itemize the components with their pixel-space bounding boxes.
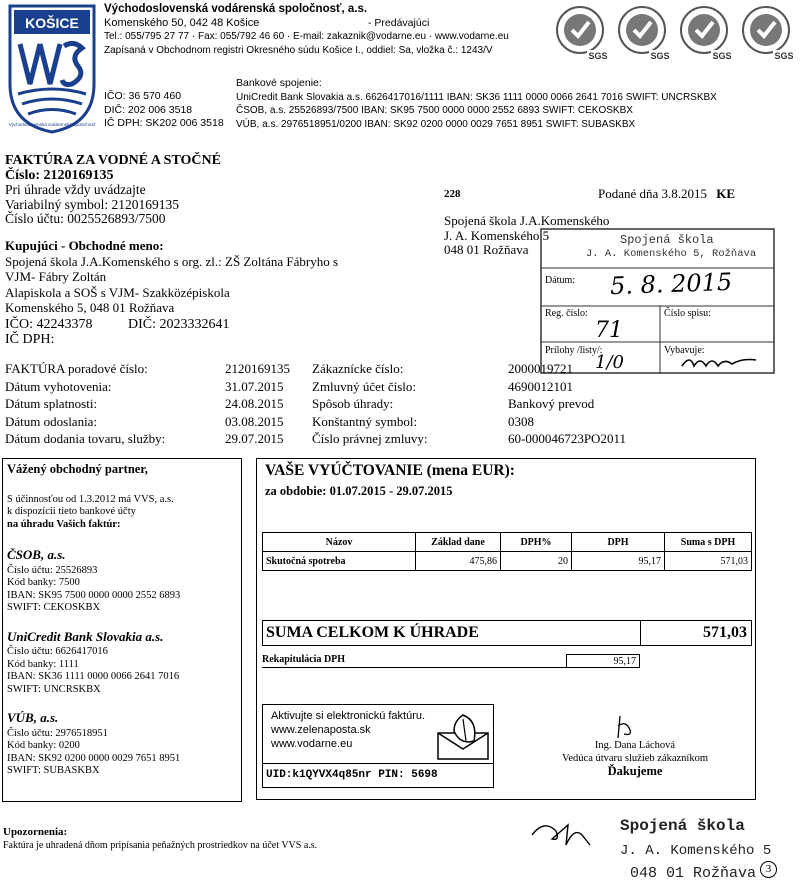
detail-label: Dátum splatnosti:: [5, 396, 98, 412]
billing-table: [262, 532, 752, 571]
vat-recap-label: Rekapitulácia DPH: [262, 654, 346, 665]
bank-account: Číslo účtu: 6626417016: [7, 646, 108, 657]
cert-badge-icon: [681, 7, 733, 61]
cert-label: SGS: [774, 51, 793, 61]
invoice-title: FAKTÚRA ZA VODNÉ A STOČNÉ: [5, 153, 221, 168]
partner-bank-box: [2, 458, 242, 802]
invoice-number: Číslo: 2120169135: [5, 167, 114, 183]
bank-block: [7, 628, 241, 697]
item-vat-pct: 20: [501, 552, 572, 571]
item-total: 571,03: [665, 552, 752, 571]
stamp-reg-label: Reg. číslo:: [545, 308, 588, 319]
detail-value: 2000019721: [508, 361, 573, 376]
column-header: DPH%: [501, 533, 572, 552]
buyer-line: Alapiskola a SOŠ s VJM- Szakközépiskola: [5, 284, 230, 300]
signer-thanks: Ďakujeme: [607, 764, 663, 778]
bank-code: Kód banky: 1111: [7, 658, 79, 670]
ebill-link[interactable]: www.zelenaposta.sk: [271, 724, 371, 736]
signer-block: [540, 740, 730, 778]
certification-badges: [553, 4, 793, 62]
cert-label: SGS: [650, 51, 670, 61]
column-header: Suma s DPH: [665, 533, 752, 552]
stamp-reg-value: 71: [595, 318, 623, 343]
detail-label: Dátum dodania tovaru, služby:: [5, 431, 166, 447]
detail-value: 31.07.2015: [225, 378, 284, 394]
bank-line: ČSOB, a.s. 25526893/7500 IBAN: SK95 7500 0000 0000 2552 6893 SWIFT: CEKOSKBX: [236, 105, 633, 116]
bank-line: UniCredit Bank Slovakia a.s. 6626417016/1111 IBAN: SK36 1111 0000 0066 2641 7016 SWIFT: UNCRSKBX: [236, 91, 717, 103]
bank-title: Bankové spojenie:: [236, 77, 322, 89]
detail-value: Bankový prevod: [508, 396, 595, 412]
detail-label: Zákaznícke číslo:: [312, 361, 404, 376]
buyer-line: VJM- Fábry Zoltán: [5, 269, 107, 284]
cert-label: SGS: [712, 51, 732, 61]
invoice-title-block: [5, 154, 221, 227]
detail-label: FAKTÚRA poradové číslo:: [5, 361, 148, 376]
total-due-label: SUMA CELKOM K ÚHRADE: [263, 621, 641, 645]
invoice-details-right: [312, 360, 626, 448]
stamp-address: J. A. Komenského 5, Rožňava: [586, 248, 757, 260]
logo-ring-text: Východoslovenská vodárenská spoločnosť: [8, 122, 96, 127]
buyer-line: Spojená škola J.A.Komenského s org. zl.: ZŠ Zoltána Fábryho s: [5, 253, 339, 269]
detail-label: Dátum odoslania:: [5, 413, 98, 429]
detail-value: 24.08.2015: [225, 396, 284, 412]
seller-role: - Predávajúci: [368, 17, 430, 29]
stamp-number: 228: [444, 188, 461, 200]
bank-iban: IBAN: SK92 0200 0000 0029 7651 8951: [7, 752, 181, 764]
buyer-line: Komenského 5, 048 01 Rožňava: [5, 300, 175, 315]
detail-label: Dátum vyhotovenia:: [5, 378, 112, 394]
bank-code: Kód banky: 0200: [7, 740, 80, 751]
notice-heading: Upozornenia:: [3, 826, 68, 838]
billing-period: za obdobie: 01.07.2015 - 29.07.2015: [265, 484, 453, 498]
seller-address: Komenského 50, 042 48 Košice: [104, 16, 260, 29]
seller-icdph: IČ DPH: SK202 006 3518: [104, 117, 224, 129]
stamp-att-value: 1/0: [595, 352, 624, 373]
bottom-stamp-line: Spojená škola: [620, 817, 745, 835]
seller-ico: IČO: 36 570 460: [104, 90, 182, 102]
total-due-value: 571,03: [703, 624, 747, 641]
seller-bank: [236, 77, 717, 131]
buyer-ico: IČO: 42243378: [5, 316, 93, 332]
signer-name: Ing. Dana Láchová: [594, 740, 676, 751]
cert-badge-icon: [743, 7, 793, 61]
bank-block: [7, 549, 241, 615]
seller-info: [104, 3, 509, 57]
bottom-stamp-line: 048 01 Rožňava: [630, 865, 757, 882]
addressee-line: J. A. Komenského 5: [444, 227, 550, 243]
notice-block: [3, 826, 317, 852]
uid-pin: UID:k1QYVX4q85nr PIN: 5698: [262, 763, 494, 786]
vat-recap-value: 95,17: [566, 654, 640, 668]
item-name: Skutočná spotreba: [263, 552, 416, 571]
bank-iban: IBAN: SK36 1111 0000 0066 2641 7016: [7, 671, 180, 682]
table-header-row: [263, 533, 752, 552]
detail-label: Konštantný symbol:: [312, 413, 418, 429]
submitted-code: KE: [716, 186, 736, 201]
school-stamp: [530, 815, 800, 890]
ebill-line: Aktivujte si elektronickú faktúru.: [271, 710, 426, 722]
submitted-date: [598, 186, 735, 202]
bank-code: Kód banky: 7500: [7, 577, 80, 588]
partner-greeting: Vážený obchodný partner,: [7, 462, 148, 476]
ebill-link[interactable]: www.vodarne.eu: [271, 738, 353, 750]
notice-text: Faktúra je uhradená dňom pripísania peňažných prostriedkov na účet VVS a.s.: [3, 840, 318, 851]
detail-label: Číslo právnej zmluvy:: [312, 431, 428, 447]
stamp-date-value: 5. 8. 2015: [609, 267, 733, 301]
received-stamp: [540, 228, 775, 374]
item-vat: 95,17: [572, 552, 665, 571]
variable-symbol: Variabilný symbol: 2120169135: [5, 196, 179, 212]
signer-role: Vedúca útvaru služieb zákazníkom: [561, 752, 709, 764]
partner-intro-line: k dispozícii tieto bankové účty: [7, 506, 136, 517]
bank-iban: IBAN: SK95 7500 0000 0000 2552 6893: [7, 589, 181, 601]
cert-label: SGS: [588, 51, 608, 61]
seller-dic: DIČ: 202 006 3518: [104, 103, 193, 116]
table-row: [263, 552, 752, 571]
billing-title: VAŠE VYÚČTOVANIE (mena EUR):: [265, 462, 515, 479]
detail-value: 03.08.2015: [225, 413, 284, 429]
addressee-line: Spojená škola J.A.Komenského: [444, 213, 610, 228]
partner-intro-line: na úhradu Vašich faktúr:: [7, 518, 121, 530]
buyer-block: [5, 238, 338, 348]
detail-value: 2120169135: [225, 361, 290, 376]
detail-value: 4690012101: [508, 378, 573, 394]
submitted-text: Podané dňa 3.8.2015: [598, 186, 708, 201]
signature-icon: [590, 712, 650, 742]
total-due-row: [262, 620, 752, 646]
detail-label: Spôsob úhrady:: [312, 396, 394, 412]
cert-badge-icon: [619, 7, 671, 61]
buyer-icdph: IČ DPH:: [5, 332, 55, 347]
stamp-signature-icon: [530, 815, 610, 855]
envelope-leaf-icon: [436, 711, 490, 761]
account-number: Číslo účtu: 0025526893/7500: [5, 211, 166, 226]
payment-note: Pri úhrade vždy uvádzajte: [5, 182, 146, 197]
detail-value: 60-000046723PO2011: [508, 431, 626, 447]
buyer-dic: DIČ: 2023332641: [128, 316, 230, 332]
buyer-heading: Kupujúci - Obchodné meno:: [5, 238, 164, 253]
stamp-number-badge: 3: [760, 861, 777, 878]
seller-name: Východoslovenská vodárenská spoločnosť, a.s.: [104, 3, 368, 15]
stamp-date-label: Dátum:: [545, 275, 575, 286]
bank-swift: SWIFT: CEKOSKBX: [7, 602, 101, 613]
bank-block: [7, 712, 241, 778]
invoice-details-left: [5, 360, 290, 448]
stamp-handler-label: Vybavuje:: [664, 345, 705, 356]
bottom-stamp-line: J. A. Komenského 5: [620, 843, 772, 859]
addressee-line: 048 01 Rožňava: [444, 242, 529, 257]
seller-ids: [104, 90, 224, 131]
bank-line: VÚB, a.s. 2976518951/0200 IBAN: SK92 0200 0000 0029 7651 8951 SWIFT: SUBASKBX: [236, 118, 636, 130]
seller-contact: Tel.: 055/795 27 77 · Fax: 055/792 46 60 · E-mail: zakaznik@vodarne.eu · www.vodarne.eu: [104, 31, 509, 42]
detail-label: Zmluvný účet číslo:: [312, 378, 416, 394]
bank-account: Číslo účtu: 2976518951: [7, 727, 108, 739]
bank-name: ČSOB, a.s.: [7, 547, 66, 562]
logo-city-text: KOŠICE: [25, 15, 79, 31]
handler-signature-icon: [680, 352, 760, 372]
bank-swift: SWIFT: UNCRSKBX: [7, 683, 101, 695]
seller-registry: Zapísaná v Obchodnom registri Okresného súdu Košice I., oddiel: Sa, vložka č.: 1243/V: [104, 44, 493, 56]
column-header: DPH: [572, 533, 665, 552]
bank-swift: SWIFT: SUBASKBX: [7, 765, 100, 776]
bank-name: VÚB, a.s.: [7, 710, 59, 725]
detail-value: 0308: [508, 413, 534, 429]
cert-badge-icon: [557, 7, 609, 61]
detail-value: 29.07.2015: [225, 431, 284, 447]
stamp-file-label: Číslo spisu:: [664, 308, 711, 319]
stamp-att-label: Prílohy /listy/:: [545, 345, 603, 356]
item-base: 475,86: [416, 552, 501, 571]
bank-name: UniCredit Bank Slovakia a.s.: [7, 628, 164, 644]
partner-intro-line: S účinnosťou od 1.3.2012 má VVS, a.s.: [7, 493, 174, 505]
column-header: Názov: [263, 533, 416, 552]
bank-account: Číslo účtu: 25526893: [7, 564, 98, 576]
column-header: Základ dane: [416, 533, 501, 552]
company-logo: [8, 4, 96, 134]
stamp-school: Spojená škola: [620, 233, 714, 247]
